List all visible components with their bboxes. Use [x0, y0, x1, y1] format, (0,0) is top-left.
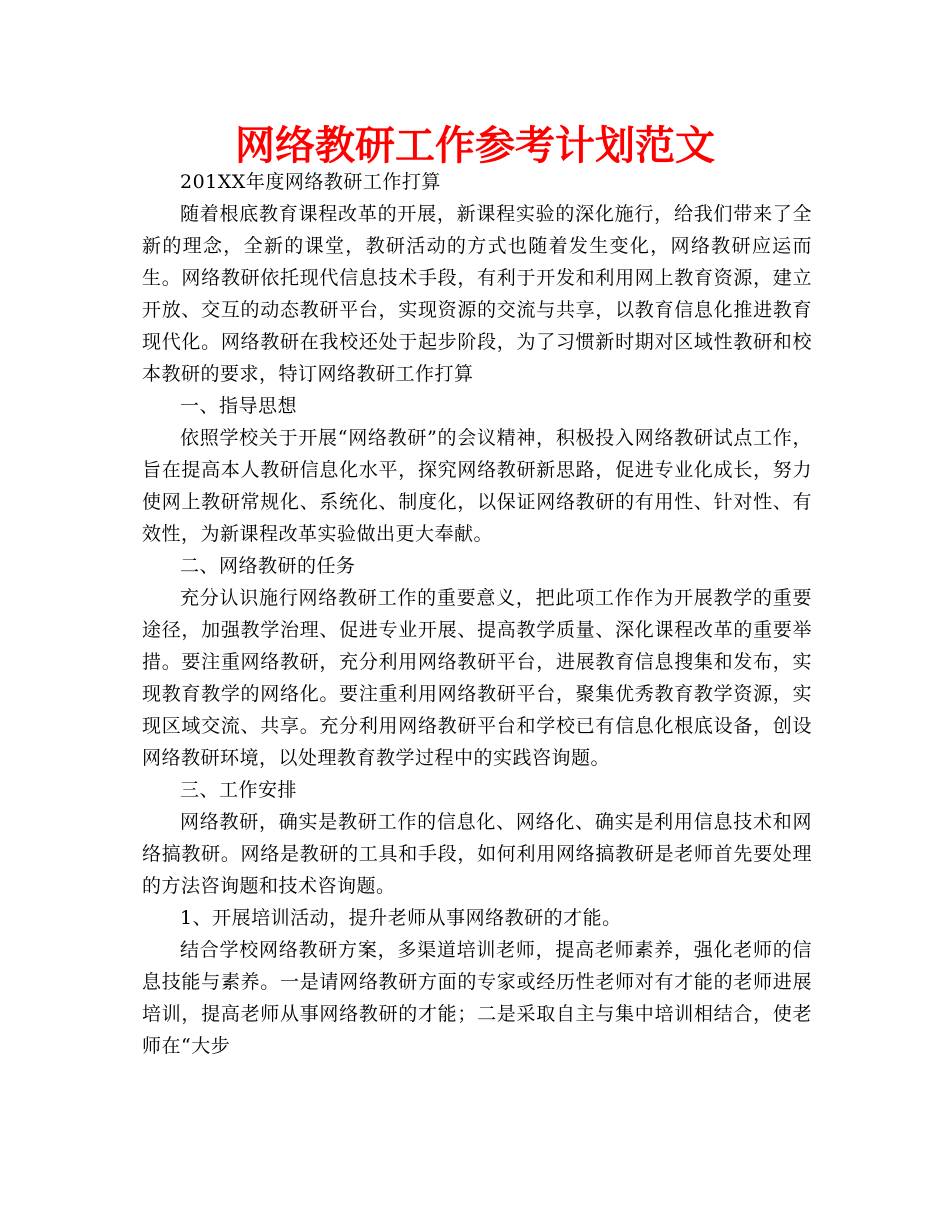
subheading-training: 1、开展培训活动，提升老师从事网络教研的才能。: [180, 907, 622, 929]
paragraph-training: 结合学校网络教研方案，多渠道培训老师，提高老师素养，强化老师的信息技能与素养。一是请网络教研方面的专家或经历性老师对有才能的老师进展培训，提高老师从事网络教研的才能；二是采取自主与集中培训相结合，使老师在“大步: [142, 939, 812, 1057]
document-title: 网络教研工作参考计划范文: [235, 122, 715, 169]
heading-tasks: 二、网络教研的任务: [180, 555, 356, 577]
paragraph-guiding-thought: 依照学校关于开展“网络教研”的会议精神，积极投入网络教研试点工作，旨在提高本人教研信息化水平，探究网络教研新思路，促进专业化成长，努力使网上教研常规化、系统化、制度化，以保证网络教研的有用性、针对性、有效性，为新课程改革实验做出更大奉献。: [142, 427, 812, 545]
paragraph-tasks: 充分认识施行网络教研工作的重要意义，把此项工作作为开展教学的重要途径，加强教学治理、促进专业开展、提高教学质量、深化课程改革的重要举措。要注重网络教研，充分利用网络教研平台，进展教育信息搜集和发布，实现教育教学的网络化。要注重利用网络教研平台，聚集优秀教育教学资源，实现区域交流、共享。充分利用网络教研平台和学校已有信息化根底设备，创设网络教研环境，以处理教育教学过程中的实践咨询题。: [142, 587, 812, 769]
paragraph-year-plan: 201XX年度网络教研工作打算: [180, 171, 441, 193]
paragraph-work-arrangement: 网络教研，确实是教研工作的信息化、网络化、确实是利用信息技术和网络搞教研。网络是教研的工具和手段，如何利用网络搞教研是老师首先要处理的方法咨询题和技术咨询题。: [142, 811, 812, 897]
paragraph-intro: 随着根底教育课程改革的开展，新课程实验的深化施行，给我们带来了全新的理念，全新的课堂，教研活动的方式也随着发生变化，网络教研应运而生。网络教研依托现代信息技术手段，有利于开发和利用网上教育资源，建立开放、交互的动态教研平台，实现资源的交流与共享，以教育信息化推进教育现代化。网络教研在我校还处于起步阶段，为了习惯新时期对区域性教研和校本教研的要求，特订网络教研工作打算: [142, 203, 812, 385]
heading-work-arrangement: 三、工作安排: [180, 779, 298, 801]
heading-guiding-thought: 一、指导思想: [180, 395, 298, 417]
document-body: [142, 166, 812, 1062]
